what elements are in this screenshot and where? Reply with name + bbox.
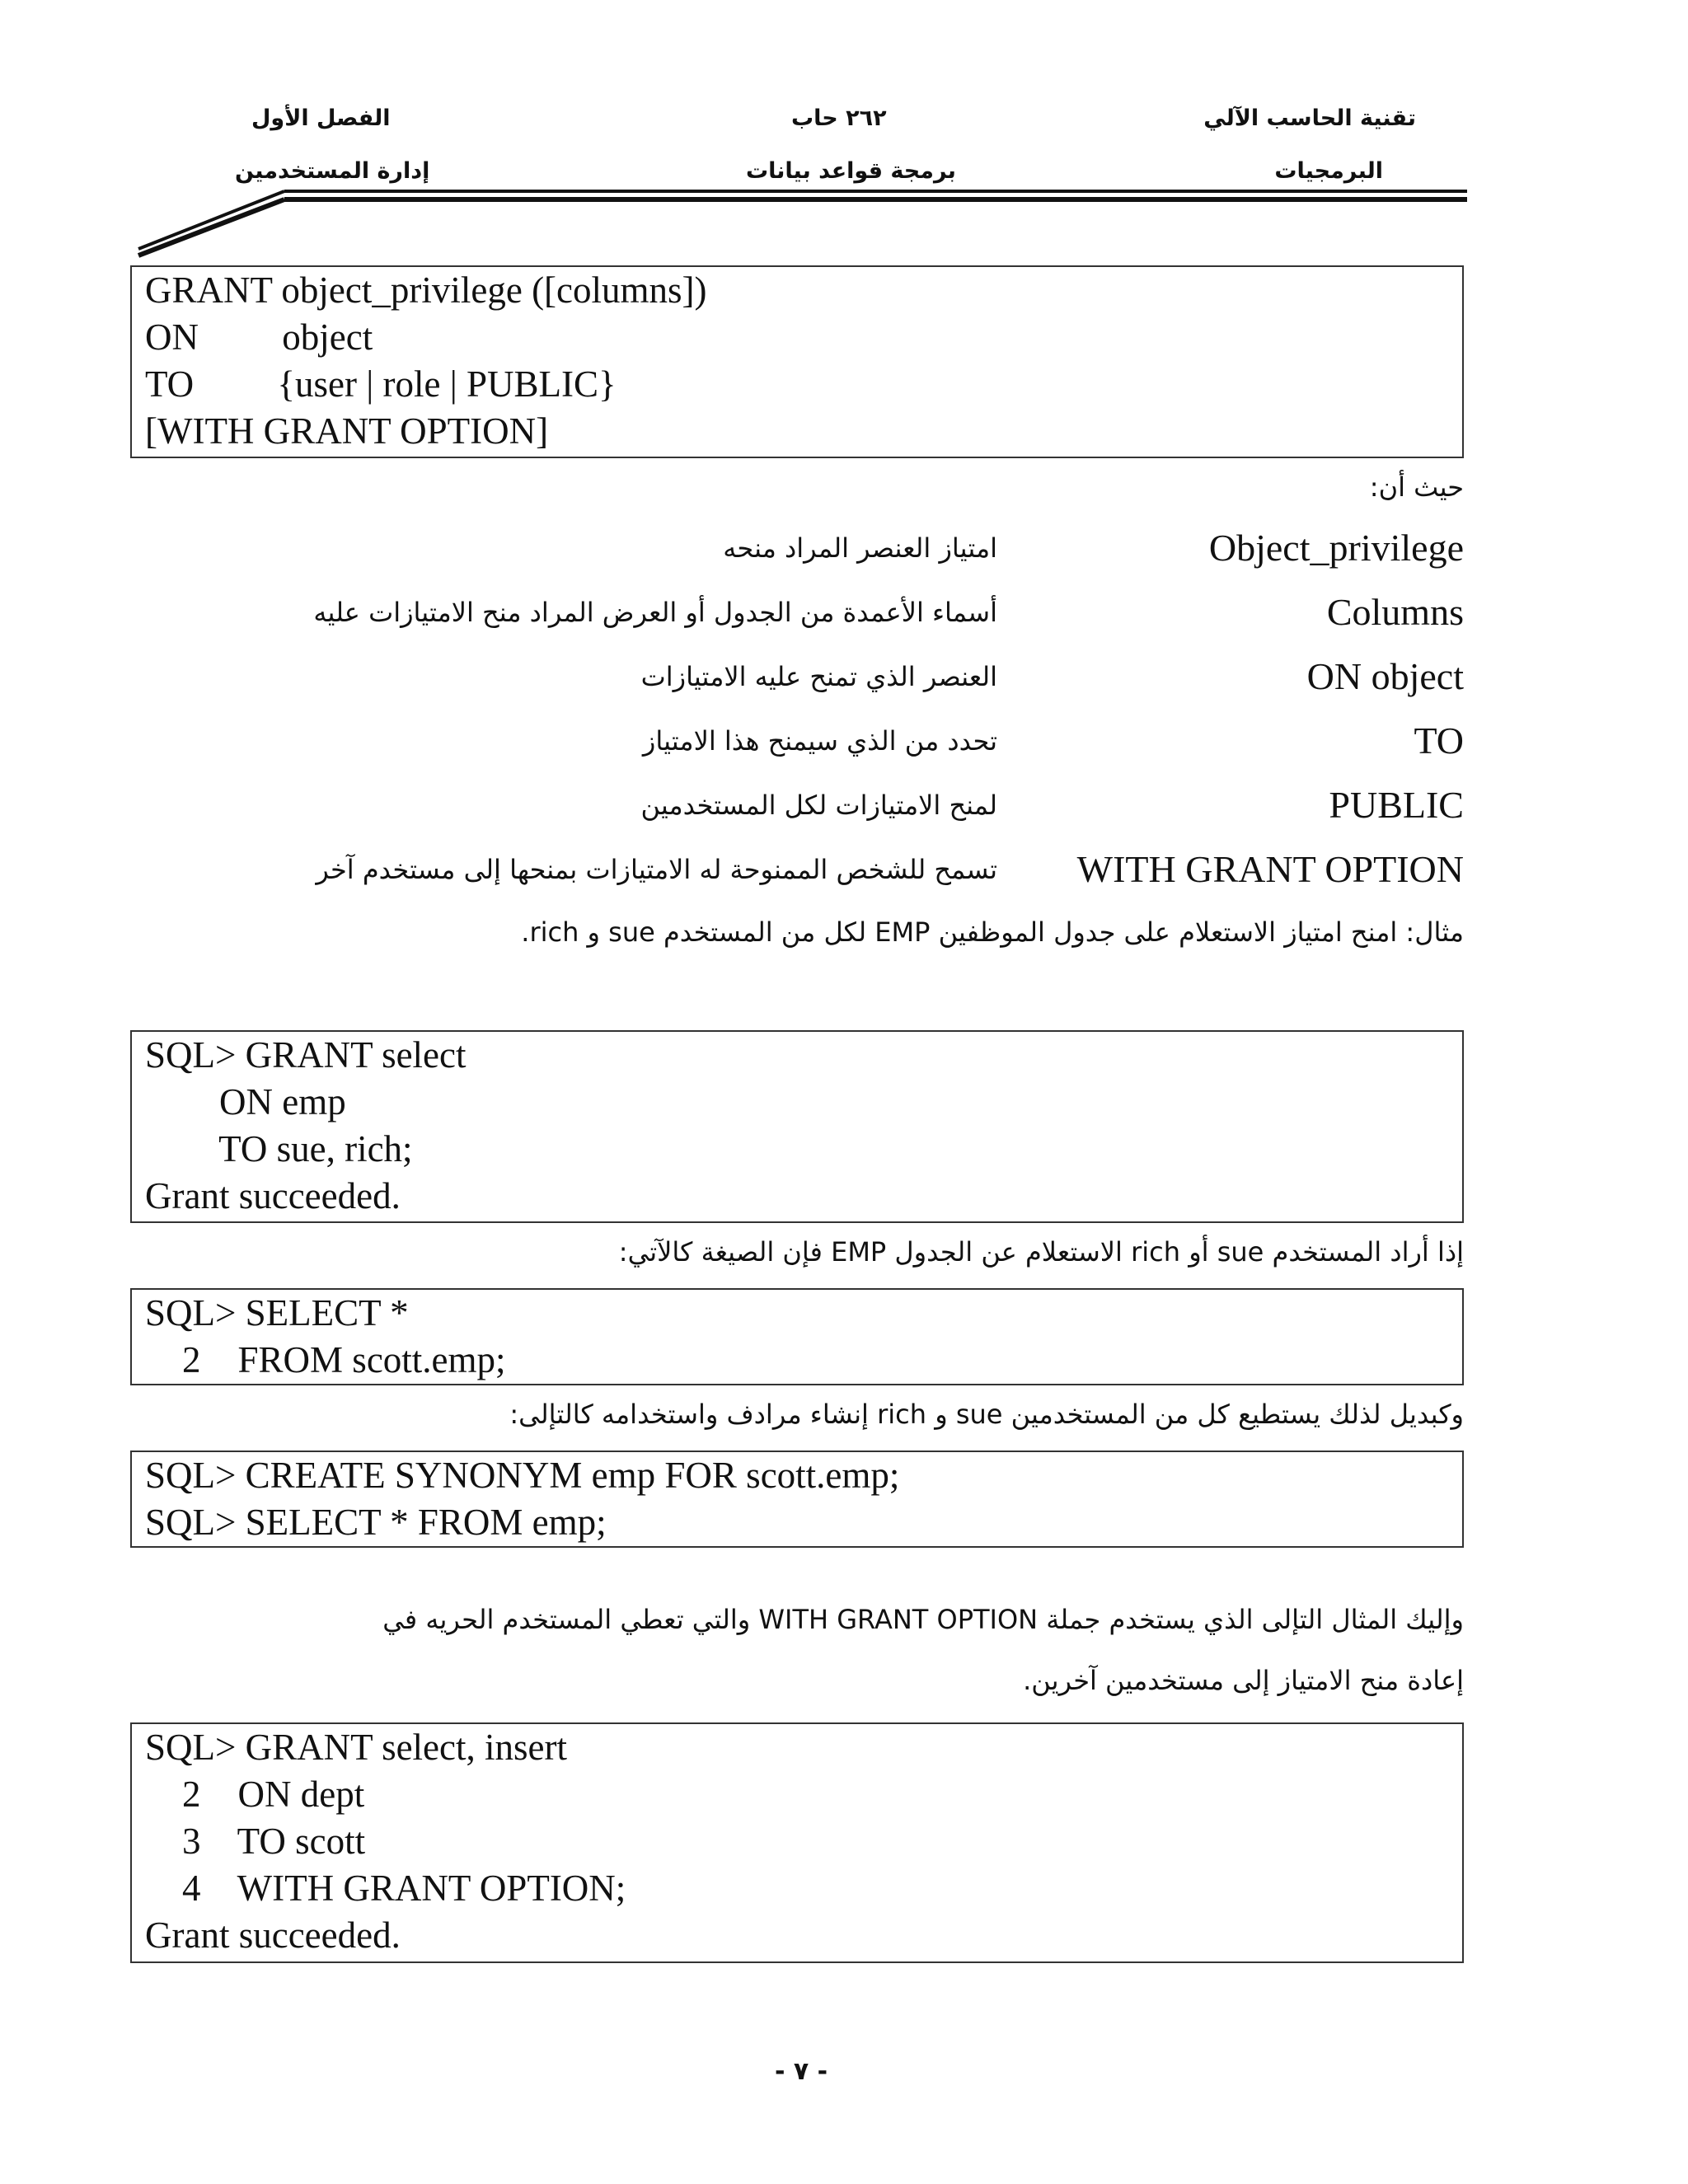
code-line: 3 TO scott: [145, 1821, 366, 1862]
definition-row: [0, 719, 1688, 768]
syntax-line: [WITH GRANT OPTION]: [145, 410, 549, 452]
code-line: SQL> CREATE SYNONYM emp FOR scott.emp;: [145, 1455, 900, 1496]
syntax-box: [130, 265, 1464, 458]
header-left-top: الفصل الأول: [251, 105, 391, 131]
paragraph-grant-option-2: إعادة منح الامتياز إلى مستخدمين آخرين.: [1023, 1665, 1464, 1696]
code-line: SQL> SELECT *: [145, 1292, 409, 1333]
definition-term: Columns: [1326, 591, 1464, 633]
definition-desc: لمنح الامتيازات لكل المستخدمين: [640, 790, 997, 821]
where-label: حيث أن:: [1369, 471, 1464, 503]
header-right-bottom: البرمجيات: [1274, 158, 1383, 184]
code-line: SQL> GRANT select, insert: [145, 1727, 567, 1768]
syntax-line: ON object: [145, 316, 373, 358]
code-line: TO sue, rich;: [145, 1128, 413, 1169]
header-center-bottom: برمجة قواعد بيانات: [746, 158, 956, 184]
paragraph-query: إذا أراد المستخدم sue أو rich الاستعلام عن الجدول EMP فإن الصيغة كالآتي:: [618, 1236, 1464, 1268]
header-right-top: تقنية الحاسب الآلي: [1203, 105, 1416, 131]
paragraph-synonym: وكبديل لذلك يستطيع كل من المستخدمين sue و rich إنشاء مرادف واستخدامه كالتإلى:: [509, 1399, 1464, 1430]
code-line: SQL> GRANT select: [145, 1034, 467, 1076]
code-line: 2 FROM scott.emp;: [145, 1339, 506, 1380]
header-left-bottom: إدارة المستخدمين: [235, 158, 430, 184]
definition-row: [0, 654, 1688, 704]
header-center-top: ٢٦٢ حاب: [791, 105, 887, 131]
definition-row: [0, 847, 1688, 897]
definition-term: TO: [1414, 719, 1464, 762]
definition-row: [0, 783, 1688, 832]
code-line: ON emp: [145, 1081, 346, 1122]
definition-term: PUBLIC: [1329, 784, 1464, 826]
definition-term: ON object: [1306, 655, 1464, 697]
syntax-line: TO {user | role | PUBLIC}: [145, 363, 617, 405]
definition-desc: تسمح للشخص الممنوحة له الامتيازات بمنحها إلى مستخدم آخر: [316, 854, 997, 885]
code-box-synonym: [130, 1451, 1464, 1548]
definition-term: Object_privilege: [1208, 527, 1464, 569]
code-line: Grant succeeded.: [145, 1915, 401, 1956]
header-divider: [0, 181, 1688, 264]
code-box-select: [130, 1288, 1464, 1385]
code-line: Grant succeeded.: [145, 1175, 401, 1216]
code-line: 4 WITH GRANT OPTION;: [145, 1868, 626, 1909]
definition-row: [0, 590, 1688, 640]
code-box-grant-select: [130, 1030, 1464, 1223]
definition-term: WITH GRANT OPTION: [1076, 848, 1464, 890]
code-line: 2 ON dept: [145, 1774, 365, 1815]
code-box-grant-option: [130, 1722, 1464, 1963]
definition-row: [0, 526, 1688, 575]
paragraph-grant-option-1: وإليك المثال التإلى الذي يستخدم جملة WITH GRANT OPTION والتي تعطي المستخدم الحريه في: [382, 1604, 1464, 1635]
syntax-line: GRANT object_privilege ([columns]): [145, 269, 707, 311]
example-text: مثال: امنح امتياز الاستعلام على جدول الموظفين EMP لكل من المستخدم sue و rich.: [521, 916, 1464, 948]
definition-desc: تحدد من الذي سيمنح هذا الامتياز: [642, 725, 997, 757]
code-line: SQL> SELECT * FROM emp;: [145, 1502, 607, 1543]
definition-desc: امتياز العنصر المراد منحه: [723, 532, 997, 564]
definition-desc: أسماء الأعمدة من الجدول أو العرض المراد منح الامتيازات عليه: [313, 597, 997, 628]
page-number: - ٧ -: [775, 2057, 828, 2086]
definition-desc: العنصر الذي تمنح عليه الامتيازات: [640, 661, 997, 692]
